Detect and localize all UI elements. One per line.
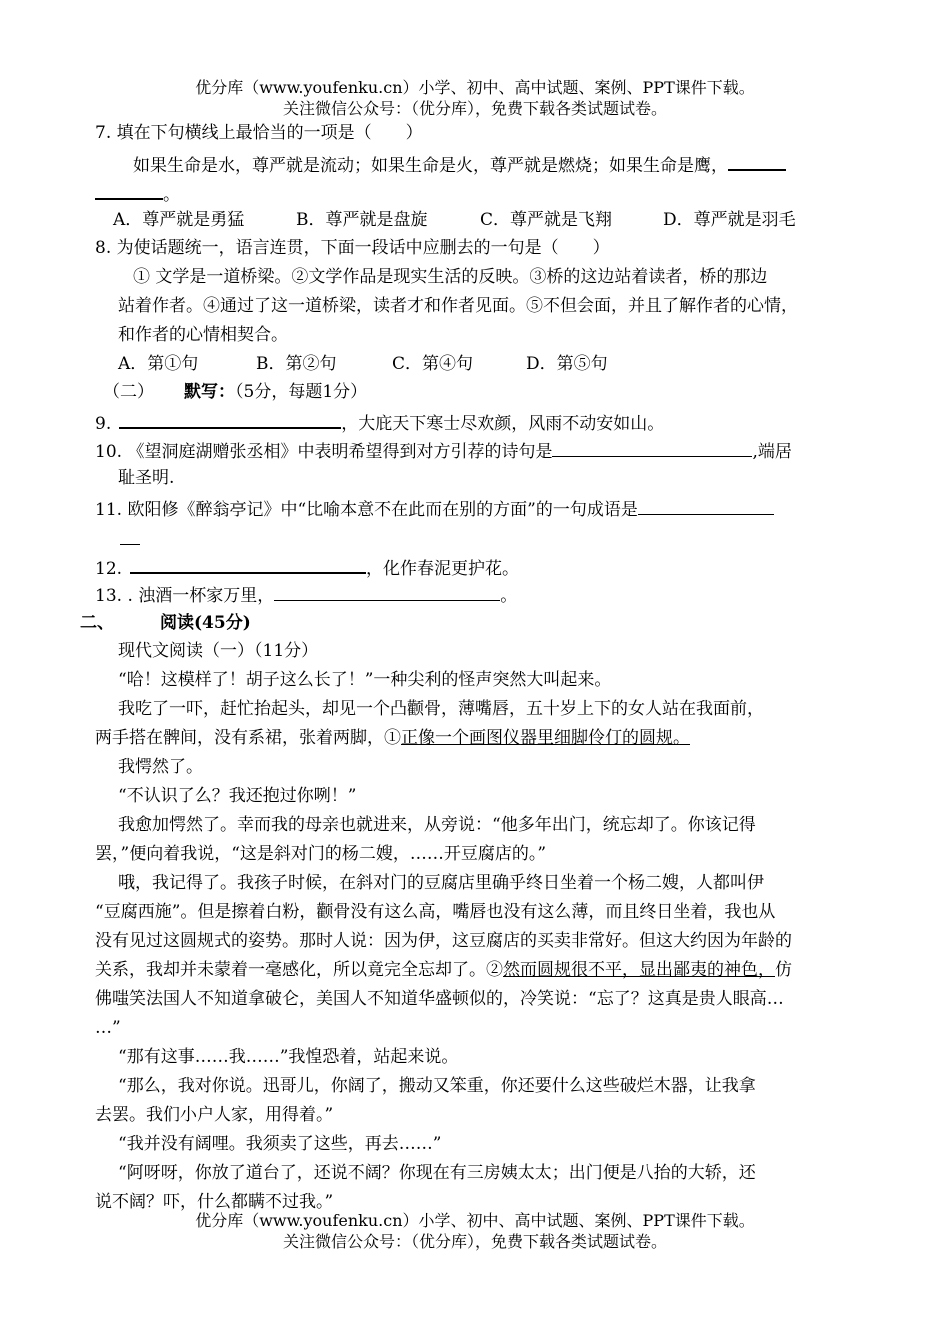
q7-sentence-text: 如果生命是水，尊严就是流动；如果生命是火，尊严就是燃烧；如果生命是鹰，: [133, 156, 728, 176]
page-footer-line-1: 优分库（www.youfenku.cn）小学、初中、高中试题、案例、PPT课件下载。: [195, 1211, 755, 1230]
q9-blank[interactable]: [119, 410, 341, 429]
passage-p1: “哈！这模样了！胡子这么长了！”一种尖利的怪声突然大叫起来。: [118, 670, 612, 690]
q13-end: 。: [500, 586, 518, 606]
reading-title: 阅读(45分): [160, 613, 251, 633]
passage-p6-line-4: [95, 959, 792, 981]
passage-underlined-sentence-2: 然而圆规很不平，显出鄙夷的神色，: [503, 960, 775, 980]
q9-text: ，大庇天下寒士尽欢颜，风雨不动安如山。: [341, 414, 665, 434]
q8-option-c[interactable]: C．第④句: [392, 354, 474, 374]
q7-blank-b[interactable]: [95, 181, 163, 200]
passage-p2-line-1: 我吃了一吓，赶忙抬起头，却见一个凸颧骨，薄嘴唇，五十岁上下的女人站在我面前，: [118, 699, 764, 719]
passage-p7: “那有这事……我……”我惶恐着，站起来说。: [118, 1047, 459, 1067]
passage-p6-line-3: 没有见过这圆规式的姿势。那时人说：因为伊，这豆腐店的买卖非常好。但这大约因为年龄的: [95, 931, 792, 951]
passage-p6-tail: 仿: [775, 960, 792, 980]
q13-blank[interactable]: [274, 583, 500, 601]
passage-p6-line-6: …”: [95, 1018, 121, 1038]
q8-option-a[interactable]: A．第①句: [118, 354, 199, 374]
q11-text: 11. 欧阳修《醉翁亭记》中“比喻本意不在此而在别的方面”的一句成语是: [95, 500, 638, 520]
q10-tail: ,端居: [752, 442, 792, 462]
page-header-line-2: 关注微信公众号：（优分库），免费下载各类试题试卷。: [282, 99, 667, 118]
q7-end: 。: [163, 185, 180, 205]
passage-underlined-sentence-1: 正像一个画图仪器里细脚伶仃的圆规。: [401, 728, 690, 748]
passage-p6-line-1: 哦，我记得了。我孩子时候，在斜对门的豆腐店里确乎终日坐着一个杨二嫂，人都叫伊: [118, 873, 764, 893]
passage-p10-line-1: “阿呀呀，你放了道台了，还说不阔？你现在有三房姨太太；出门便是八抬的大轿，还: [118, 1163, 756, 1183]
passage-p8-line-2: 去罢。我们小户人家，用得着。”: [95, 1105, 334, 1125]
passage-p2-text: 两手搭在髀间，没有系裙，张着两脚，①: [95, 728, 401, 748]
page-footer-line-2: 关注微信公众号：（优分库），免费下载各类试题试卷。: [282, 1232, 667, 1251]
passage-p6-line-5: 佛嗤笑法国人不知道拿破仑，美国人不知道华盛顿似的，冷笑说：“忘了？这真是贵人眼高…: [95, 989, 784, 1009]
q7-sentence-cont: [95, 181, 180, 206]
passage-p5-line-2: 罢，”便向着我说，“这是斜对门的杨二嫂，……开豆腐店的。”: [95, 844, 547, 864]
q8-passage-line-2: 站着作者。④通过了这一道桥梁，读者才和作者见面。⑤不但会面，并且了解作者的心情，: [118, 296, 798, 316]
dictation-note: （5分，每题1分）: [235, 382, 368, 402]
q10-line-2: 耻圣明.: [118, 468, 175, 488]
q8-stem: 8. 为使话题统一，语言连贯，下面一段话中应删去的一句是（ ）: [95, 238, 610, 258]
reading-heading: [80, 612, 251, 634]
q10-text: 10. 《望洞庭湖赠张丞相》中表明希望得到对方引荐的诗句是: [95, 442, 553, 462]
passage-p3: 我愕然了。: [118, 757, 203, 777]
q7-stem: 7. 填在下句横线上最恰当的一项是（ ）: [95, 123, 423, 143]
q7-option-c[interactable]: C．尊严就是飞翔: [480, 210, 613, 230]
q13: [95, 583, 517, 607]
q13-text: 13. . 浊酒一杯家万里，: [95, 586, 275, 606]
q12: [95, 555, 519, 580]
dictation-title: 默写：: [184, 382, 235, 402]
passage-p9: “我并没有阔哩。我须卖了这些，再去……”: [118, 1134, 442, 1154]
q7-option-a[interactable]: A．尊严就是勇猛: [113, 210, 245, 230]
passage-p2-line-2: [95, 727, 690, 749]
passage-p6-text: 关系，我却并未蒙着一毫感化，所以竟完全忘却了。②: [95, 960, 503, 980]
q7-option-b[interactable]: B．尊严就是盘旋: [296, 210, 428, 230]
passage-p8-line-1: “那么，我对你说。迅哥儿，你阔了，搬动又笨重，你还要什么这些破烂木器，让我拿: [118, 1076, 756, 1096]
q11-blank-cont: [120, 544, 140, 545]
q10: [95, 439, 792, 463]
q8-passage-line-1: ① 文学是一道桥梁。②文学作品是现实生活的反映。③桥的这边站着读者，桥的那边: [133, 267, 768, 287]
q12-blank[interactable]: [130, 555, 366, 574]
q8-option-b[interactable]: B．第②句: [256, 354, 337, 374]
q11: [95, 497, 774, 521]
passage-p6-line-2: “豆腐西施”。但是擦着白粉，颧骨没有这么高，嘴唇也没有这么薄，而且终日坐着，我也从: [95, 902, 776, 922]
page-header-line-1: 优分库（www.youfenku.cn）小学、初中、高中试题、案例、PPT课件下载。: [195, 78, 755, 97]
reading-subheading: 现代文阅读（一）（11分）: [118, 641, 319, 661]
q9-num: 9.: [95, 414, 112, 434]
q11-blank[interactable]: [638, 497, 774, 515]
reading-num: 二、: [80, 613, 114, 633]
q8-passage-line-3: 和作者的心情相契合。: [118, 325, 288, 345]
passage-p4: “不认识了么？我还抱过你咧！”: [118, 786, 357, 806]
passage-p10-line-2: 说不阔？吓，什么都瞒不过我。”: [95, 1192, 334, 1212]
dictation-heading: [103, 381, 367, 403]
q7-sentence: [133, 152, 786, 177]
q10-blank[interactable]: [552, 439, 752, 457]
q12-num: 12.: [95, 559, 123, 579]
passage-p5-line-1: 我愈加愕然了。幸而我的母亲也就进来，从旁说：“他多年出门，统忘却了。你该记得: [118, 815, 756, 835]
q8-option-d[interactable]: D．第⑤句: [526, 354, 608, 374]
q12-text: ，化作春泥更护花。: [366, 559, 520, 579]
q9: [95, 410, 664, 435]
q7-blank-a[interactable]: [728, 152, 786, 171]
q7-option-d[interactable]: D．尊严就是羽毛: [663, 210, 796, 230]
dictation-num: （二）: [103, 382, 154, 402]
